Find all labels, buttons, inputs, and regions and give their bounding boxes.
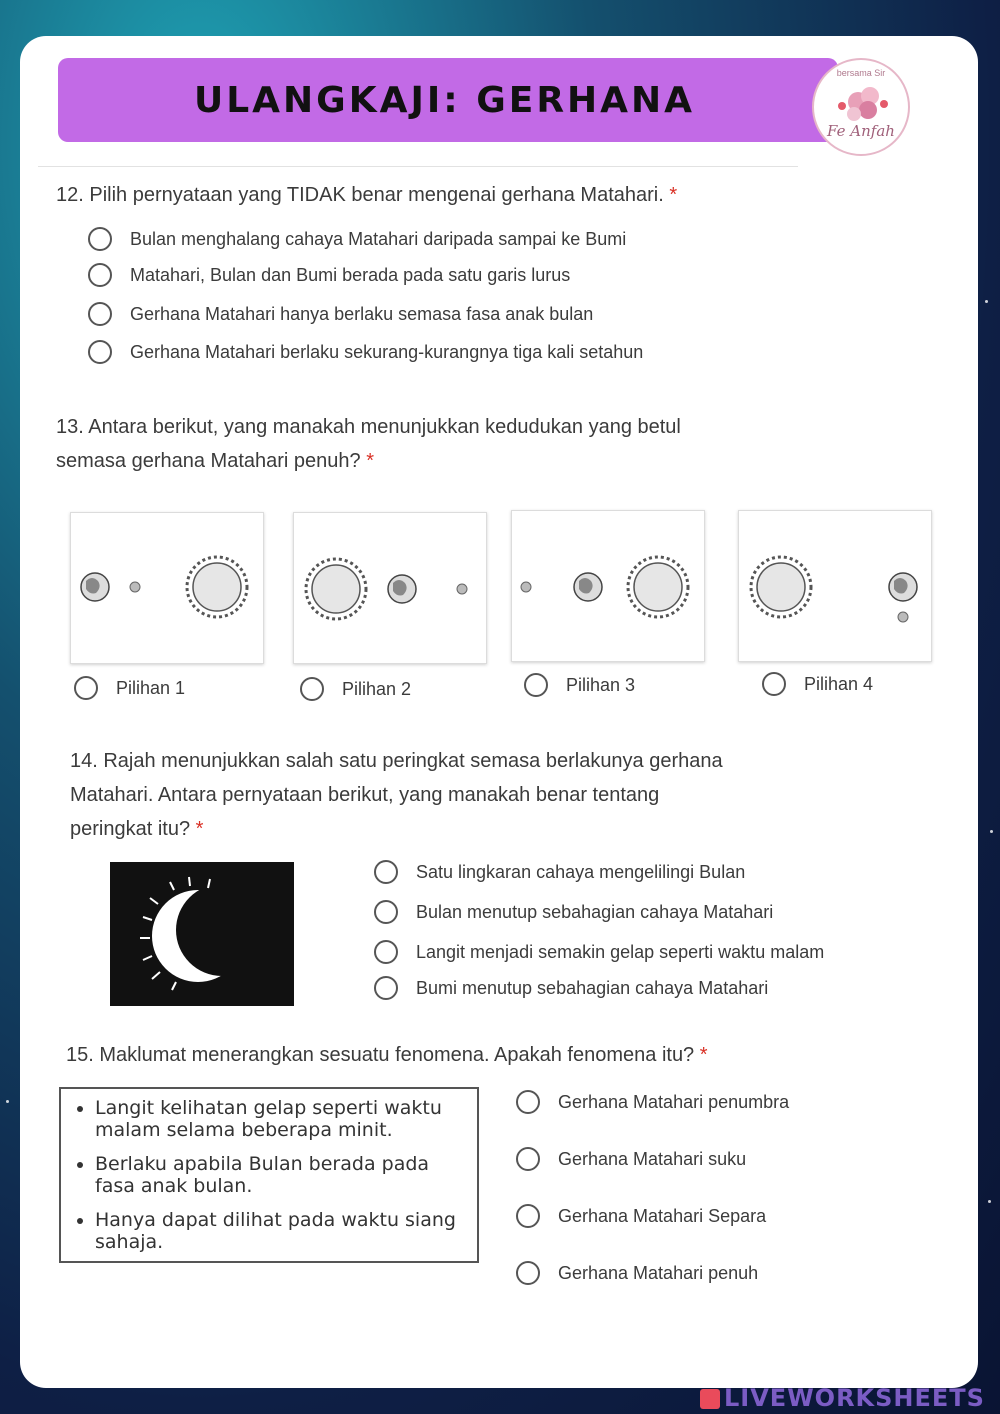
- star: [988, 1200, 991, 1203]
- moon-icon: [457, 584, 467, 594]
- crescent-sun-icon: [110, 862, 294, 1006]
- radio-button[interactable]: [374, 860, 398, 884]
- earth-icon: [574, 573, 602, 601]
- q12-option-2[interactable]: [88, 263, 570, 287]
- q15-option-4[interactable]: [516, 1261, 758, 1285]
- option-label: Langit menjadi semakin gelap seperti waktu malam: [416, 941, 825, 962]
- sun-icon: [628, 557, 688, 617]
- option-image-4: [738, 510, 932, 662]
- q12-option-3[interactable]: [88, 302, 593, 326]
- question-15-text: 15. Maklumat menerangkan sesuatu fenomena. Apakah fenomena itu?: [66, 1044, 695, 1066]
- earth-icon: [889, 573, 917, 601]
- radio-button[interactable]: [300, 677, 324, 701]
- info-list: [61, 1089, 477, 1253]
- radio-button[interactable]: [762, 672, 786, 696]
- flower-icon: [814, 60, 910, 156]
- option-image-1: [70, 512, 264, 664]
- option-label: Matahari, Bulan dan Bumi berada pada satu garis lurus: [130, 264, 571, 285]
- logo-signature: Fe Anfah: [827, 122, 895, 140]
- sun-icon: [751, 557, 811, 617]
- q14-option-2[interactable]: [374, 900, 773, 924]
- worksheet-card: [20, 36, 978, 1388]
- option-label: Pilihan 3: [566, 674, 636, 695]
- info-item: • Langit kelihatan gelap seperti waktu malam selama beberapa minit.: [95, 1097, 465, 1141]
- radio-button[interactable]: [374, 940, 398, 964]
- q14-option-1[interactable]: [374, 860, 745, 884]
- option-label: Pilihan 2: [342, 678, 412, 699]
- title-banner: [58, 58, 838, 142]
- option-label: Pilihan 4: [804, 673, 874, 694]
- radio-button[interactable]: [524, 673, 548, 697]
- radio-button[interactable]: [88, 227, 112, 251]
- q13-option-3[interactable]: [524, 673, 635, 697]
- required-marker: *: [195, 818, 204, 840]
- option-label: Gerhana Matahari berlaku sekurang-kurangnya tiga kali setahun: [130, 341, 644, 362]
- star: [990, 830, 993, 833]
- question-13-line-2: semasa gerhana Matahari penuh?: [56, 450, 361, 472]
- option-image-2: [293, 512, 487, 664]
- radio-button[interactable]: [88, 302, 112, 326]
- required-marker: *: [699, 1044, 708, 1066]
- option-label: Satu lingkaran cahaya mengelilingi Bulan: [416, 861, 746, 882]
- earth-icon: [81, 573, 109, 601]
- radio-button[interactable]: [74, 676, 98, 700]
- star: [985, 300, 988, 303]
- option-image-3: [511, 510, 705, 662]
- radio-button[interactable]: [374, 976, 398, 1000]
- required-marker: *: [669, 184, 678, 206]
- info-item: • Hanya dapat dilihat pada waktu siang sahaja.: [95, 1209, 465, 1253]
- radio-button[interactable]: [516, 1147, 540, 1171]
- earth-icon: [388, 575, 416, 603]
- sun-icon: [306, 559, 366, 619]
- question-13: [56, 410, 681, 478]
- option-label: Gerhana Matahari penuh: [558, 1262, 759, 1283]
- option-label: Bulan menghalang cahaya Matahari daripada sampai ke Bumi: [130, 228, 627, 249]
- moon-icon: [521, 582, 531, 592]
- q13-option-2[interactable]: [300, 677, 411, 701]
- q13-option-4[interactable]: [762, 672, 873, 696]
- q13-option-1[interactable]: [74, 676, 185, 700]
- moon-icon: [898, 612, 908, 622]
- question-14-line-1: 14. Rajah menunjukkan salah satu peringkat semasa berlakunya gerhana: [70, 750, 723, 772]
- q15-option-3[interactable]: [516, 1204, 766, 1228]
- divider: [38, 166, 798, 167]
- info-box: [59, 1087, 479, 1263]
- q14-option-3[interactable]: [374, 940, 824, 964]
- option-label: Gerhana Matahari penumbra: [558, 1091, 790, 1112]
- radio-button[interactable]: [516, 1090, 540, 1114]
- question-13-line-1: 13. Antara berikut, yang manakah menunjukkan kedudukan yang betul: [56, 416, 681, 438]
- watermark-text: LIVEWORKSHEETS: [724, 1384, 985, 1412]
- author-logo: [812, 58, 910, 156]
- required-marker: *: [366, 450, 375, 472]
- question-12: [56, 178, 677, 212]
- question-14: [70, 744, 723, 846]
- moon-icon: [130, 582, 140, 592]
- q15-option-1[interactable]: [516, 1090, 789, 1114]
- star: [6, 1100, 9, 1103]
- q14-option-4[interactable]: [374, 976, 768, 1000]
- radio-button[interactable]: [374, 900, 398, 924]
- page-title: ULANGKAJI: GERHANA: [194, 80, 696, 121]
- question-14-line-3: peringkat itu?: [70, 818, 191, 840]
- radio-button[interactable]: [516, 1204, 540, 1228]
- radio-button[interactable]: [88, 263, 112, 287]
- option-label: Gerhana Matahari Separa: [558, 1205, 767, 1226]
- question-15: [66, 1038, 708, 1072]
- option-label: Gerhana Matahari suku: [558, 1148, 747, 1169]
- option-label: Bumi menutup sebahagian cahaya Matahari: [416, 977, 769, 998]
- radio-button[interactable]: [516, 1261, 540, 1285]
- question-14-line-2: Matahari. Antara pernyataan berikut, yang manakah benar tentang: [70, 784, 660, 806]
- option-label: Gerhana Matahari hanya berlaku semasa fasa anak bulan: [130, 303, 594, 324]
- info-item: • Berlaku apabila Bulan berada pada fasa anak bulan.: [95, 1153, 465, 1197]
- question-12-text: 12. Pilih pernyataan yang TIDAK benar mengenai gerhana Matahari.: [56, 184, 664, 206]
- option-label: Pilihan 1: [116, 677, 186, 698]
- sun-icon: [187, 557, 247, 617]
- radio-button[interactable]: [88, 340, 112, 364]
- logo-top-text: bersama Sir: [836, 68, 886, 78]
- partial-eclipse-image: [110, 862, 294, 1006]
- watermark: [700, 1384, 985, 1412]
- option-label: Bulan menutup sebahagian cahaya Matahari: [416, 901, 774, 922]
- q12-option-4[interactable]: [88, 340, 643, 364]
- q15-option-2[interactable]: [516, 1147, 746, 1171]
- liveworksheets-logo-icon: [700, 1389, 720, 1409]
- q12-option-1[interactable]: [88, 227, 626, 251]
